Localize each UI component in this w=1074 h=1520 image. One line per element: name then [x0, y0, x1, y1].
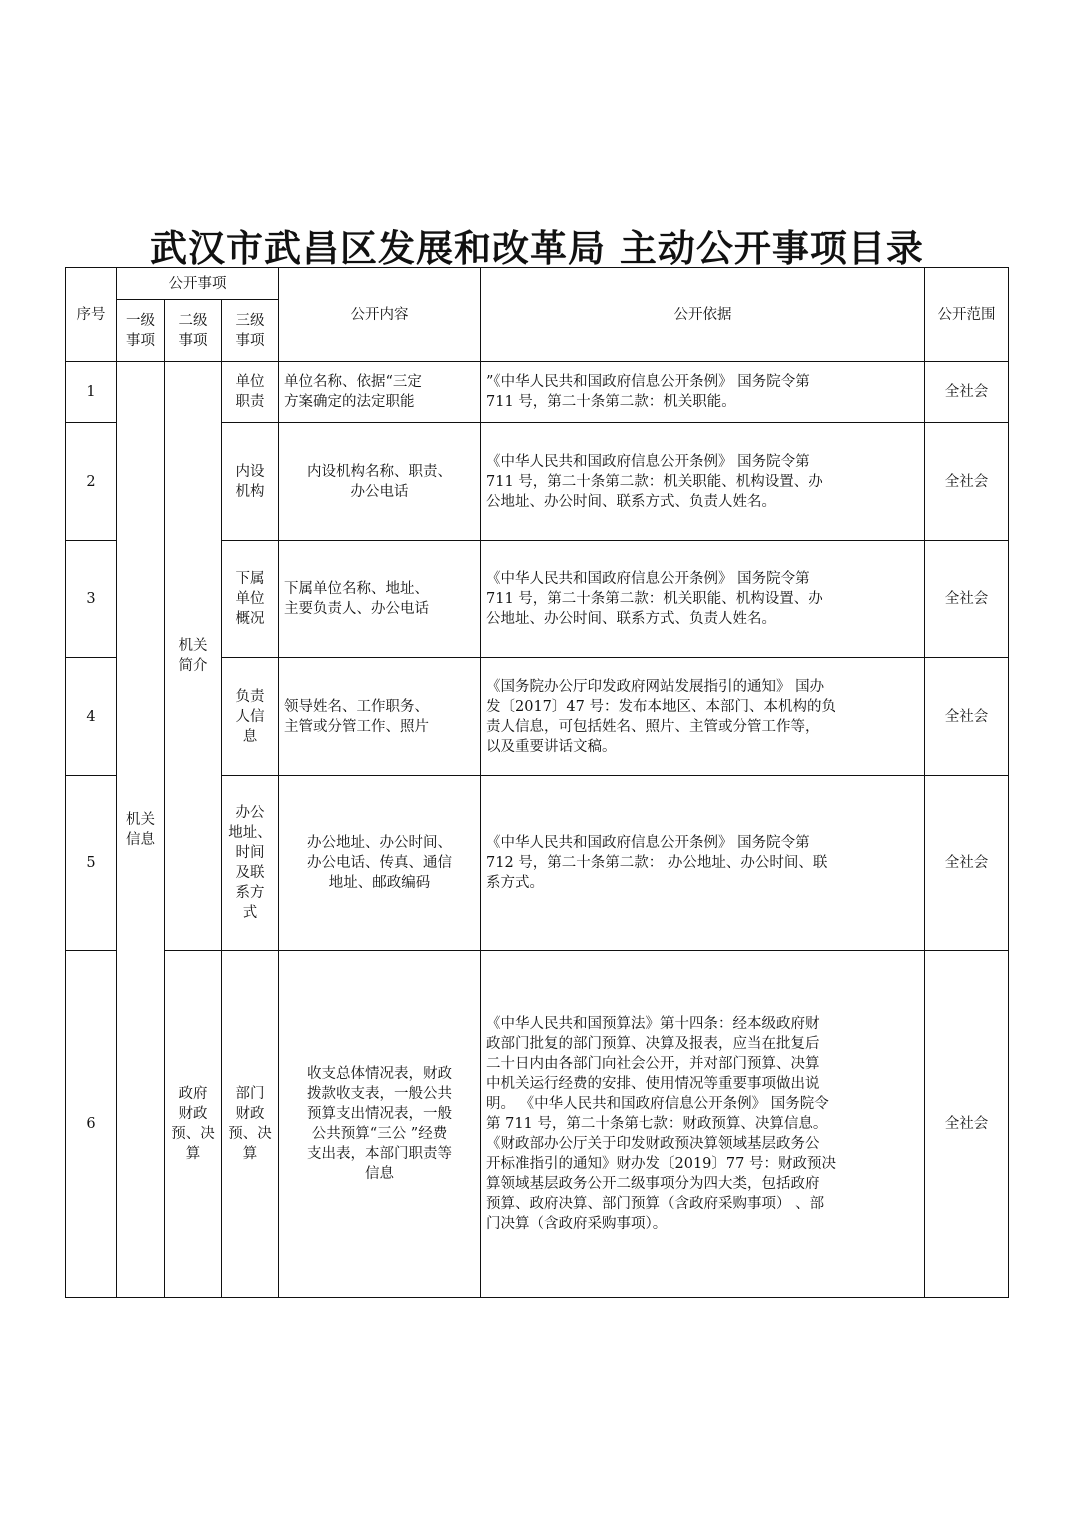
level3-cell: 办公 地址、 时间 及联 系方 式	[222, 776, 279, 951]
table-row	[66, 951, 1009, 1298]
header-level3: 三级 事项	[222, 300, 279, 362]
row-seq: 4	[66, 658, 117, 776]
content-cell: 收支总体情况表，财政 拨款收支表，一般公共 预算支出情况表，一般 公共预算“三公 ”经费 支出表，本部门职责等 信息	[279, 951, 481, 1298]
basis-cell: ”《中华人民共和国政府信息公开条例》 国务院令第 711 号，第二十条第二款：机关职能。	[481, 362, 925, 423]
scope-cell: 全社会	[925, 776, 1009, 951]
row-seq: 1	[66, 362, 117, 423]
scope-cell: 全社会	[925, 362, 1009, 423]
header-basis: 公开依据	[481, 268, 925, 362]
level1-cell: 机关 信息	[117, 362, 165, 1298]
basis-cell: 《中华人民共和国预算法》第十四条：经本级政府财 政部门批复的部门预算、决算及报表，应当在批复后 二十日内由各部门向社会公开，并对部门预算、决算 中机关运行经费的安排、使用情况等重要事项做出说 明。 《中华人民共和国政府信息公开条例》 国务院令 第 711 号，第二十条第七款：财政预算、决算信息。 《财政部办公厅关于印发财政预决算领域基层政务公 开标准指引的通知》财办发〔2019〕77 号：财政预决 算领域基层政务公开二级事项分为四大类，包括政府 预算、政府决算、部门预算（含政府采购事项） 、部 门决算（含政府采购事项）。	[481, 951, 925, 1298]
level3-cell: 下属 单位 概况	[222, 541, 279, 658]
level3-cell: 负责 人信 息	[222, 658, 279, 776]
disclosure-catalog-table	[65, 267, 1009, 1298]
scope-cell: 全社会	[925, 423, 1009, 541]
table-row	[66, 362, 1009, 423]
scope-cell: 全社会	[925, 541, 1009, 658]
row-seq: 2	[66, 423, 117, 541]
basis-cell: 《国务院办公厅印发政府网站发展指引的通知》 国办 发〔2017〕47 号：发布本地区、本部门、本机构的负 责人信息，可包括姓名、照片、主管或分管工作等， 以及重要讲话文稿。	[481, 658, 925, 776]
page-title: 武汉市武昌区发展和改革局 主动公开事项目录	[150, 226, 924, 270]
basis-cell: 《中华人民共和国政府信息公开条例》 国务院令第 711 号，第二十条第二款：机关职能、机构设置、办 公地址、办公时间、联系方式、负责人姓名。	[481, 423, 925, 541]
row-seq: 3	[66, 541, 117, 658]
level3-cell: 内设 机构	[222, 423, 279, 541]
basis-cell: 《中华人民共和国政府信息公开条例》 国务院令第 712 号，第二十条第二款： 办公地址、办公时间、联 系方式。	[481, 776, 925, 951]
level2-cell: 政府 财政 预、决 算	[165, 951, 222, 1298]
header-seq: 序号	[66, 268, 117, 362]
header-level2: 二级 事项	[165, 300, 222, 362]
header-level1: 一级 事项	[117, 300, 165, 362]
content-cell: 下属单位名称、地址、 主要负责人、办公电话	[279, 541, 481, 658]
scope-cell: 全社会	[925, 951, 1009, 1298]
row-seq: 5	[66, 776, 117, 951]
level3-cell: 单位 职责	[222, 362, 279, 423]
basis-cell: 《中华人民共和国政府信息公开条例》 国务院令第 711 号，第二十条第二款：机关职能、机构设置、办 公地址、办公时间、联系方式、负责人姓名。	[481, 541, 925, 658]
content-cell: 办公地址、办公时间、 办公电话、传真、通信 地址、邮政编码	[279, 776, 481, 951]
content-cell: 单位名称、依据“三定 方案确定的法定职能	[279, 362, 481, 423]
content-cell: 领导姓名、工作职务、 主管或分管工作、照片	[279, 658, 481, 776]
header-content: 公开内容	[279, 268, 481, 362]
header-scope: 公开范围	[925, 268, 1009, 362]
level3-cell: 部门 财政 预、决 算	[222, 951, 279, 1298]
content-cell: 内设机构名称、职责、 办公电话	[279, 423, 481, 541]
row-seq: 6	[66, 951, 117, 1298]
scope-cell: 全社会	[925, 658, 1009, 776]
level2-cell: 机关 简介	[165, 362, 222, 951]
header-items-group: 公开事项	[117, 268, 279, 300]
